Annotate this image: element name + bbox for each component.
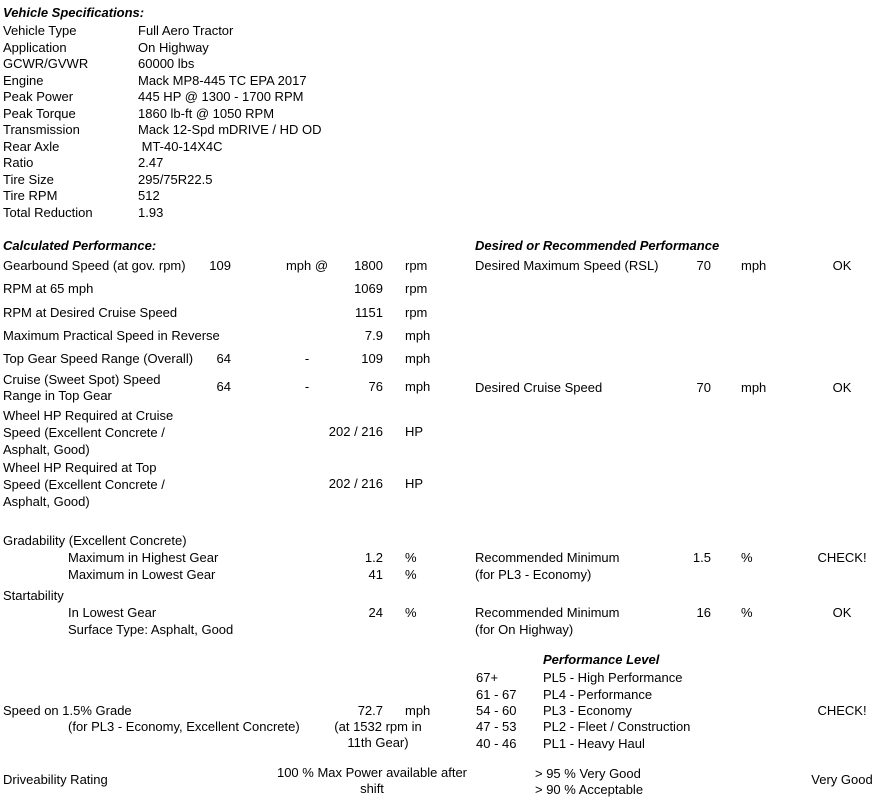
row-value: 16 bbox=[696, 605, 711, 620]
perf-level-range: 61 - 67 bbox=[476, 687, 517, 702]
driveability-legend-1: > 95 % Very Good bbox=[535, 766, 641, 781]
startability-heading: Startability bbox=[3, 588, 64, 603]
row-label: Maximum Practical Speed in Reverse bbox=[3, 328, 220, 343]
perf-level-label: PL3 - Economy bbox=[543, 703, 632, 718]
row-label: Gearbound Speed (at gov. rpm) bbox=[3, 258, 186, 273]
surface-type-note: Surface Type: Asphalt, Good bbox=[68, 622, 234, 637]
row-label: Cruise (Sweet Spot) Speed Range in Top Gear bbox=[3, 372, 161, 403]
grade-speed-note: (at 1532 rpm in 11th Gear) bbox=[334, 719, 422, 750]
spec-value: On Highway bbox=[138, 40, 209, 55]
perf-level-label: PL5 - High Performance bbox=[543, 670, 683, 685]
row-separator: - bbox=[304, 379, 310, 394]
status-badge: CHECK! bbox=[817, 703, 867, 718]
row-value-2: 72.7 bbox=[357, 703, 383, 718]
row-unit: mph bbox=[741, 380, 767, 395]
spec-value: 1.93 bbox=[138, 205, 164, 220]
perf-level-range: 40 - 46 bbox=[476, 736, 517, 751]
row-sublabel: (for PL3 - Economy) bbox=[475, 567, 592, 582]
spec-label: Total Reduction bbox=[3, 205, 93, 220]
row-label: Desired Maximum Speed (RSL) bbox=[475, 258, 659, 273]
row-separator: - bbox=[304, 351, 310, 366]
spec-label: GCWR/GVWR bbox=[3, 56, 89, 71]
spec-label: Peak Torque bbox=[3, 106, 76, 121]
status-badge: CHECK! bbox=[817, 550, 867, 565]
gradability-heading: Gradability (Excellent Concrete) bbox=[3, 533, 187, 548]
row-label: Wheel HP Required at Cruise Speed (Excellent Concrete / Asphalt, Good) bbox=[3, 408, 174, 457]
specs-title: Vehicle Specifications: bbox=[3, 5, 145, 20]
row-unit: % bbox=[405, 567, 417, 582]
row-value-1: 109 bbox=[209, 258, 231, 273]
spec-value: Mack 12-Spd mDRIVE / HD OD bbox=[138, 122, 322, 137]
row-label: RPM at Desired Cruise Speed bbox=[3, 305, 178, 320]
spec-label: Vehicle Type bbox=[3, 23, 77, 38]
row-unit: % bbox=[405, 605, 417, 620]
spec-label: Tire Size bbox=[3, 172, 54, 187]
spec-value: MT-40-14X4C bbox=[138, 139, 223, 154]
spec-value: 295/75R22.5 bbox=[138, 172, 213, 187]
row-value: 1.5 bbox=[692, 550, 711, 565]
row-value-2: 202 / 216 bbox=[328, 476, 383, 491]
row-unit: mph bbox=[405, 328, 431, 343]
row-sublabel: (for On Highway) bbox=[475, 622, 574, 637]
spec-label: Transmission bbox=[3, 122, 80, 137]
row-value-2: 1.2 bbox=[364, 550, 383, 565]
spec-label: Peak Power bbox=[3, 89, 74, 104]
perf-level-label: PL4 - Performance bbox=[543, 687, 653, 702]
row-value: 70 bbox=[696, 258, 711, 273]
row-value-2: 1069 bbox=[354, 281, 383, 296]
spec-label: Application bbox=[3, 40, 67, 55]
row-unit: mph bbox=[405, 379, 431, 394]
perf-level-label: PL1 - Heavy Haul bbox=[543, 736, 645, 751]
spec-value: 445 HP @ 1300 - 1700 RPM bbox=[138, 89, 304, 104]
row-label: Recommended Minimum bbox=[475, 605, 620, 620]
driveability-legend-2: > 90 % Acceptable bbox=[535, 782, 644, 797]
row-unit: HP bbox=[405, 424, 424, 439]
spec-value: 2.47 bbox=[138, 155, 164, 170]
spec-value: 1860 lb-ft @ 1050 RPM bbox=[138, 106, 275, 121]
performance-level-title: Performance Level bbox=[543, 652, 660, 667]
spec-label: Tire RPM bbox=[3, 188, 58, 203]
perf-level-label: PL2 - Fleet / Construction bbox=[543, 719, 691, 734]
row-unit: rpm bbox=[405, 258, 428, 273]
status-badge: OK bbox=[832, 380, 852, 395]
row-unit: mph bbox=[405, 703, 431, 718]
status-badge: OK bbox=[832, 258, 852, 273]
row-unit: mph bbox=[405, 351, 431, 366]
row-label: Top Gear Speed Range (Overall) bbox=[3, 351, 194, 366]
spec-value: Mack MP8-445 TC EPA 2017 bbox=[138, 73, 307, 88]
row-value-1: 64 bbox=[216, 379, 231, 394]
spec-value: Full Aero Tractor bbox=[138, 23, 234, 38]
driveability-status: Very Good bbox=[811, 772, 873, 787]
spec-value: 512 bbox=[138, 188, 160, 203]
row-label: Recommended Minimum bbox=[475, 550, 620, 565]
spec-value: 60000 lbs bbox=[138, 56, 195, 71]
row-value-2: 41 bbox=[368, 567, 383, 582]
row-value-2: 76 bbox=[368, 379, 383, 394]
row-value-2: 24 bbox=[368, 605, 383, 620]
row-unit: % bbox=[405, 550, 417, 565]
row-label: Maximum in Lowest Gear bbox=[68, 567, 216, 582]
perf-level-range: 54 - 60 bbox=[476, 703, 517, 718]
row-label: Maximum in Highest Gear bbox=[68, 550, 219, 565]
row-unit: % bbox=[741, 550, 753, 565]
spec-label: Rear Axle bbox=[3, 139, 60, 154]
row-label: RPM at 65 mph bbox=[3, 281, 94, 296]
spec-label: Engine bbox=[3, 73, 44, 88]
driveability-detail: 100 % Max Power available after shift bbox=[276, 765, 468, 796]
row-value-2: 109 bbox=[361, 351, 383, 366]
perf-level-range: 47 - 53 bbox=[476, 719, 517, 734]
row-value-2: 202 / 216 bbox=[328, 424, 383, 439]
row-unit: HP bbox=[405, 476, 424, 491]
row-value-1: 64 bbox=[216, 351, 231, 366]
row-label: Wheel HP Required at Top Speed (Excellent Concrete / Asphalt, Good) bbox=[3, 460, 165, 509]
row-unit: rpm bbox=[405, 281, 428, 296]
row-unit: mph bbox=[741, 258, 767, 273]
row-label: In Lowest Gear bbox=[68, 605, 157, 620]
spec-label: Ratio bbox=[3, 155, 34, 170]
row-value-2: 1151 bbox=[355, 305, 383, 320]
row-separator: mph @ bbox=[285, 258, 329, 273]
driveability-label: Driveability Rating bbox=[3, 772, 108, 787]
status-badge: OK bbox=[832, 605, 852, 620]
row-value-2: 1800 bbox=[354, 258, 383, 273]
row-unit: % bbox=[741, 605, 753, 620]
row-sublabel: (for PL3 - Economy, Excellent Concrete) bbox=[68, 719, 300, 734]
row-value: 70 bbox=[696, 380, 711, 395]
row-value-2: 7.9 bbox=[364, 328, 383, 343]
calculated-title: Calculated Performance: bbox=[3, 238, 157, 253]
row-unit: rpm bbox=[405, 305, 428, 320]
perf-level-range: 67+ bbox=[476, 670, 499, 685]
desired-title: Desired or Recommended Performance bbox=[475, 238, 720, 253]
row-label: Speed on 1.5% Grade bbox=[3, 703, 132, 718]
row-label: Desired Cruise Speed bbox=[475, 380, 603, 395]
